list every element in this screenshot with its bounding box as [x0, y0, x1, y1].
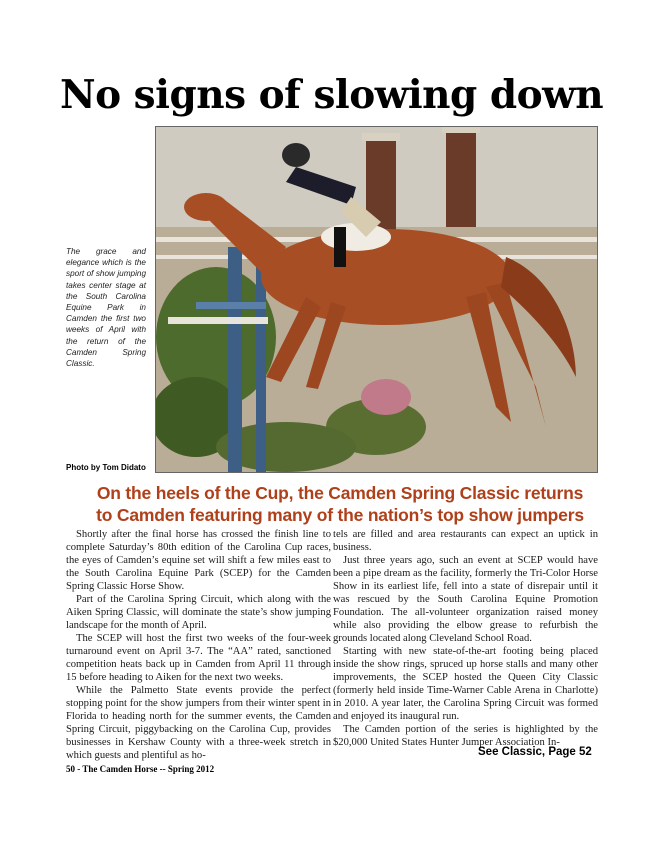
paragraph: Part of the Carolina Spring Circuit, which along with the Aiken Spring Classic, will dominate the state’s show jumping landscape for the month of April.	[66, 594, 331, 631]
article-column-left	[66, 528, 331, 762]
subheadline-line-1: On the heels of the Cup, the Camden Spring Classic returns	[96, 483, 584, 503]
page-footer: 50 - The Camden Horse -- Spring 2012	[66, 764, 215, 774]
paragraph: While the Palmetto State events provide the perfect stopping point for the show jumpers from their winter spent in Florida to heading north for the summer events, the Camden Spring Circuit, piggybacking on the Carolina Cup, provides businesses in Kershaw County with a three-week stretch in which guests and plentiful as ho-	[66, 685, 331, 761]
paragraph: Just three years ago, such an event at SCEP would have been a pipe dream as the facility, formerly the Tri-Color Horse Show in its earliest life, fell into a state of disrepair until it was rescued by the South Carolina Equine Promotion Foundation. The all-volunteer organization raised money while also providing the elbow grease to refurbish the grounds located along Cleveland School Road.	[333, 555, 598, 644]
photo-caption: The grace and elegance which is the sport of show jumping takes center stage at the South Carolina Equine Park in Camden the first two weeks of April with the return of the Camden Spring Classic.	[66, 247, 146, 369]
horse-jumping-photo	[155, 126, 598, 473]
photo-credit: Photo by Tom Didato	[66, 463, 146, 472]
paragraph: The SCEP will host the first two weeks of the four-week turnaround event on April 3-7. The “AA” rated, sanctioned competition heats back up in Camden from April 11 through 15 before heading to Aiken for the next two weeks.	[66, 633, 331, 683]
paragraph: The Camden portion of the series is highlighted by the $20,000 United States Hunter Jumper Association In-	[333, 724, 598, 748]
paragraph: Starting with new state-of-the-art footing being placed inside the show rings, spruced up horse stalls and many other improvements, the SCEP hosted the Queen City Classic (formerly held inside Time-Warner Cable Arena in Charlotte) in 2010. A year later, the Carolina Spring Circuit was formed and enjoyed its inaugural run.	[333, 646, 598, 722]
paragraph: tels are filled and area restaurants can expect an uptick in business.	[333, 529, 598, 553]
article-column-right	[333, 528, 598, 749]
paragraph: Shortly after the final horse has crossed the finish line to complete Saturday’s 80th edition of the Carolina Cup races, the eyes of Camden’s equine set will shift a few miles east to the South Carolina Equine Park (SCEP) for the Camden Spring Classic Horse Show.	[66, 529, 331, 592]
subheadline	[60, 482, 620, 526]
headline: No signs of slowing down	[59, 72, 604, 118]
continuation-note: See Classic, Page 52	[478, 746, 592, 758]
subheadline-line-2: to Camden featuring many of the nation’s top show jumpers	[96, 505, 584, 525]
